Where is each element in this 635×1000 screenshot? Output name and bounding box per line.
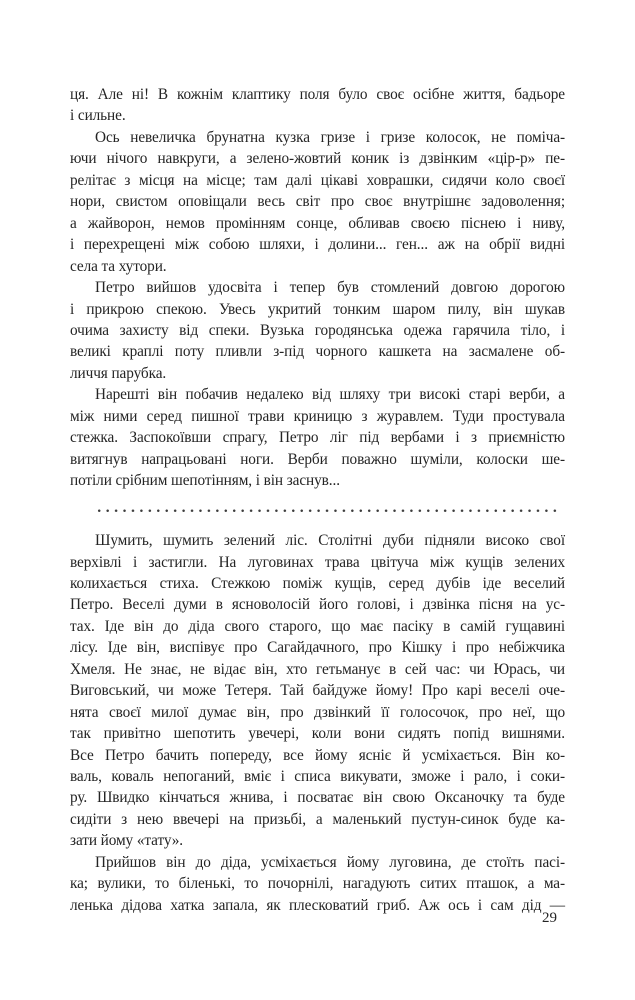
text-line: Нарешті він побачив недалеко від шляху три високі старі верби, а (95, 386, 565, 404)
text-line: релітає з місця на місце; там далі цікаві ховрашки, сидячи коло своєї (70, 171, 565, 189)
page-number: 29 (542, 910, 557, 926)
text-line: великі краплі поту пливли з-під чорного кашкета на засмалене об- (70, 343, 565, 361)
text-line: сидіти з нею ввечері на призьбі, а маленький пустун-синок буде ка- (70, 810, 565, 828)
paragraph (70, 84, 565, 127)
text-line: потіли срібним шепотінням, і він заснув... (70, 472, 340, 490)
paragraph (70, 127, 565, 277)
text-line: Виговський, чи може Тетеря. Тай байдуже йому! Про карі веселі оче- (70, 682, 565, 700)
paragraph (70, 852, 565, 916)
text-line: ленька дідова хатка запала, як плесковатий гриб. Аж ось і сам дід — (70, 896, 565, 914)
text-line: стежка. Заспокоївши спрагу, Петро ліг під вербами і з приємністю (70, 429, 565, 447)
text-line: колихається стиха. Стежкою поміж кущів, серед дубів іде веселий (70, 574, 565, 592)
text-line: Шумить, шумить зелений ліс. Столітні дуби підняли високо свої (95, 532, 565, 550)
text-line: витягнув напрацьовані ноги. Верби поважно шуміли, колоски ше- (70, 450, 565, 468)
text-line: ру. Швидко кінчаться жнива, і посватає він свою Оксаночку та буде (70, 789, 565, 807)
page-text-block (70, 84, 565, 916)
text-line: Все Петро бачить попереду, все йому ясніє й усміхається. Він ко- (70, 746, 565, 764)
text-line: і сильне. (70, 107, 126, 125)
text-line: ця. Але ні! В кожнім клаптику поля було своє осібне життя, бадьоре (70, 86, 565, 103)
text-line: Петро. Веселі думи в ясноволосій його голові, і дзвінка пісня на ус- (70, 596, 565, 614)
text-line: між ними серед пишної трави криницю з журавлем. Туди простувала (70, 407, 565, 425)
text-line: Хмеля. Не знає, не відає він, хто гетьманує в сей час: чи Юрась, чи (70, 660, 565, 678)
text-line: ка; вулики, то біленькі, то почорнілі, нагадують ситих пташок, а ма- (70, 875, 565, 893)
text-line: личчя парубка. (70, 364, 167, 382)
text-line: лісу. Іде він, виспівує про Сагайдачного, про Кішку і про небіжчика (70, 639, 565, 657)
text-line: а жайворон, немов промінням сонце, обливав своєю піснею і ниву, (70, 214, 565, 232)
text-line: Петро вийшов удосвіта і тепер був стомлений довгою дорогою (95, 279, 565, 297)
text-line: ючи нічого навкруги, а зелено-жовтий коник із дзвінким «цір-р» пе- (70, 150, 565, 168)
text-line: і перехрещені між собою шляхи, і долини... ген... аж на обрії видні (70, 236, 565, 254)
text-line: нори, свистом оповіщали весь світ про своє внутрішнє задоволення; (70, 193, 565, 211)
text-line: тах. Іде він до діда свого старого, що має пасіку в самій гущавині (70, 617, 565, 635)
text-line: верхівлі і застигли. На луговинах трава цвітуча між кущів зелених (70, 553, 565, 571)
section-break-dots (95, 500, 561, 521)
text-line: нята своєї милої думає він, про дзвінкий її голосочок, про неї, що (70, 703, 565, 721)
paragraph (70, 530, 565, 852)
text-line: Ось невеличка брунатна кузка гризе і гризе колосок, не поміча- (95, 128, 565, 146)
text-line: і прикрою спекою. Увесь укритий тонким шаром пилу, він шукав (70, 300, 565, 318)
text-line: села та хутори. (70, 257, 167, 275)
text-line: очима захисту від спеки. Вузька городянська одежа гарячила тіло, і (70, 321, 565, 339)
text-line: Прийшов він до діда, усміхається йому луговина, де стоїть пасі- (95, 853, 565, 871)
text-line: зати йому «тату». (70, 832, 184, 850)
text-line: валь, коваль непоганий, вміє і списа викувати, зможе і рало, і соки- (70, 768, 565, 786)
paragraph (70, 277, 565, 384)
paragraph (70, 384, 565, 491)
text-line: так привітно шепотить увечері, коли вони сидять попід вишнями. (70, 725, 565, 743)
